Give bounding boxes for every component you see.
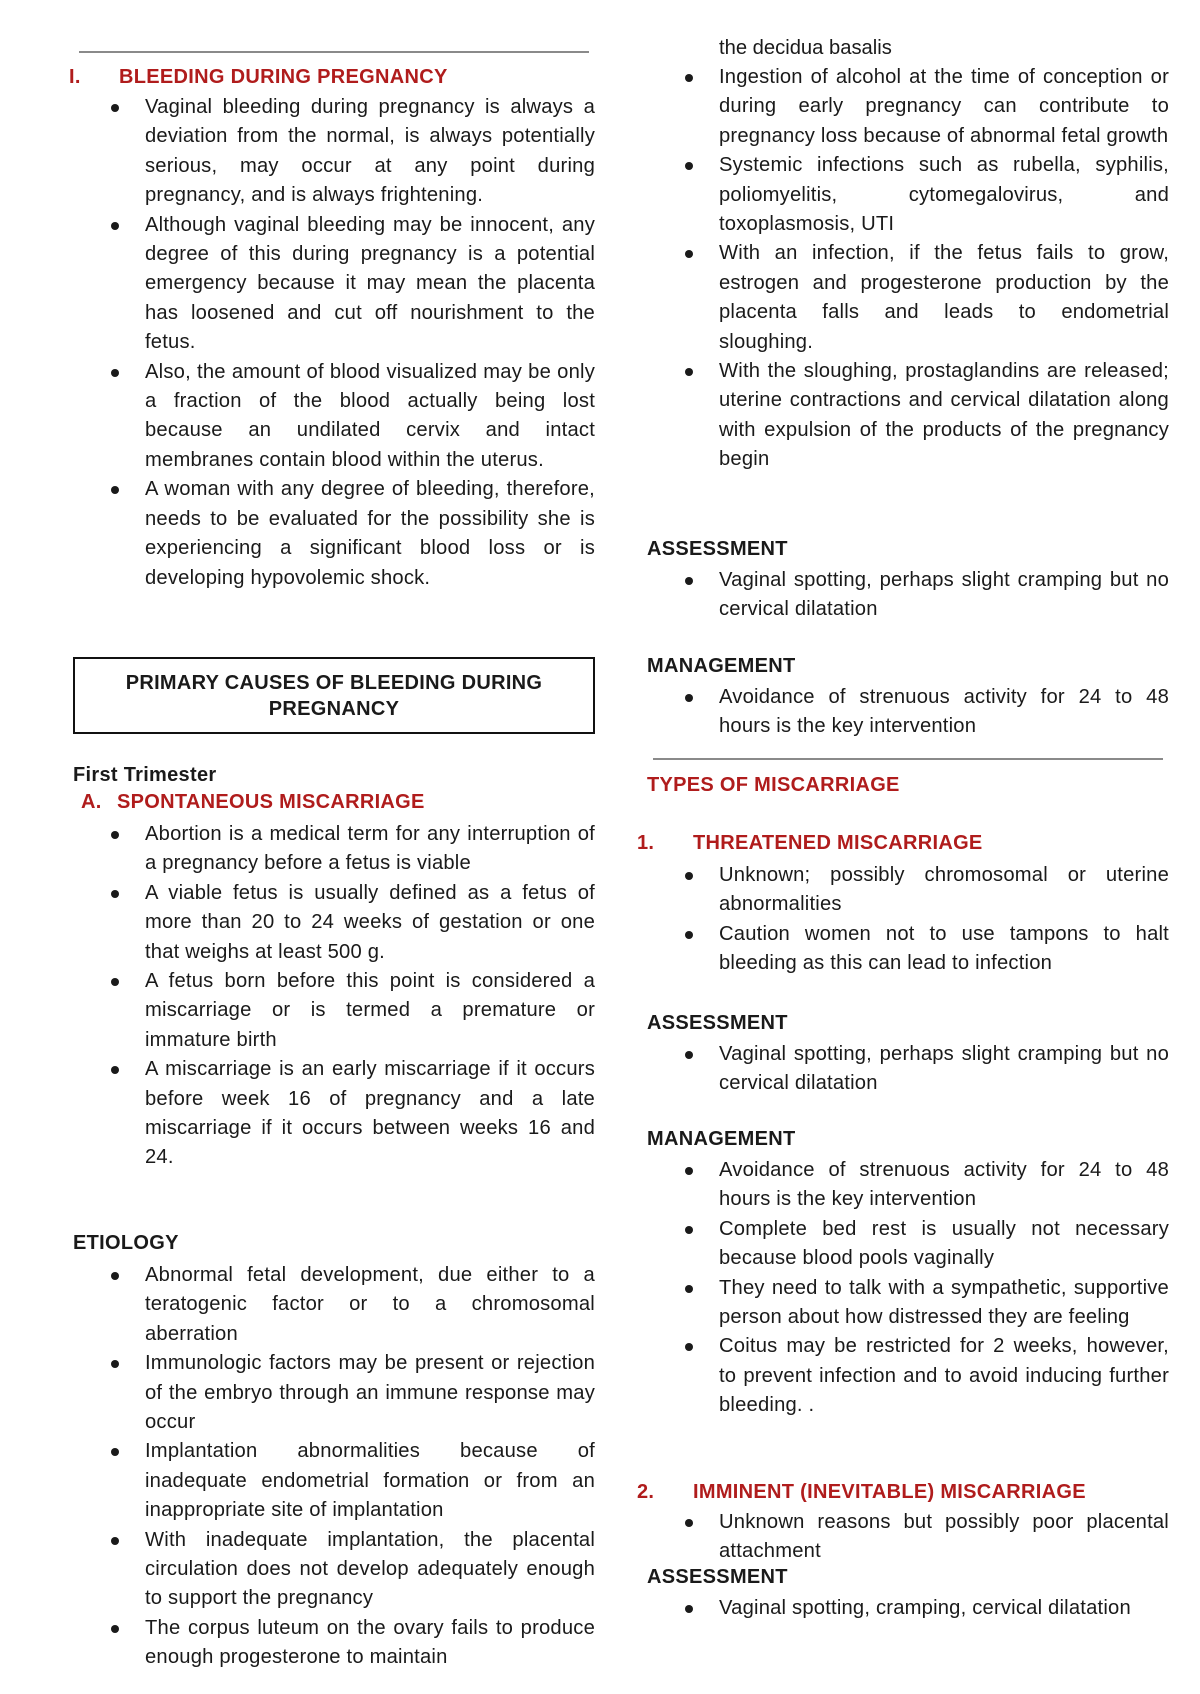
bullet-item: A fetus born before this point is considered a miscarriage or is termed a premature or immature birth (73, 967, 595, 1055)
subsection-heading-spontaneous (81, 791, 425, 814)
management-heading: MANAGEMENT (647, 655, 796, 677)
bullet-item: Although vaginal bleeding may be innocent, any degree of this during pregnancy is a potential emergency because it may mean the placenta has loosened and cut off nourishment to the fetus. (73, 211, 595, 358)
etiology-bullet-list (73, 1261, 595, 1673)
primary-causes-box (73, 657, 595, 734)
bullet-item: Vaginal spotting, cramping, cervical dilatation (647, 1594, 1169, 1623)
threatened-assessment-heading: ASSESSMENT (647, 1012, 788, 1034)
middle-divider (653, 758, 1163, 760)
bullet-item: Avoidance of strenuous activity for 24 to 48 hours is the key intervention (647, 683, 1169, 742)
imminent-assessment-heading: ASSESSMENT (647, 1566, 788, 1588)
bullet-item: A viable fetus is usually defined as a fetus of more than 20 to 24 weeks of gestation or one that weighs at least 500 g. (73, 879, 595, 967)
bullet-item: Avoidance of strenuous activity for 24 to 48 hours is the key intervention (647, 1156, 1169, 1215)
section-title: BLEEDING DURING PREGNANCY (119, 66, 448, 88)
assessment-heading: ASSESSMENT (647, 538, 788, 560)
bullet-item: A miscarriage is an early miscarriage if it occurs before week 16 of pregnancy and a late miscarriage if it occurs between weeks 16 and 24. (73, 1055, 595, 1173)
bullet-item: Abortion is a medical term for any interruption of a pregnancy before a fetus is viable (73, 820, 595, 879)
intro-bullet-list (73, 93, 595, 593)
bullet-item: Also, the amount of blood visualized may be only a fraction of the blood actually being lost because an undilated cervix and intact membranes contain blood within the uterus. (73, 358, 595, 476)
bullet-item: A woman with any degree of bleeding, therefore, needs to be evaluated for the possibility she is experiencing a significant blood loss or is developing hypovolemic shock. (73, 475, 595, 593)
threatened-management-heading: MANAGEMENT (647, 1128, 796, 1150)
subsection-letter: A. (81, 791, 102, 813)
types-heading: TYPES OF MISCARRIAGE (647, 774, 900, 796)
bullet-item: Ingestion of alcohol at the time of conception or during early pregnancy can contribute to pregnancy loss because of abnormal fetal growth (647, 63, 1169, 151)
threatened-management-bullet-list (647, 1156, 1169, 1421)
threatened-title: THREATENED MISCARRIAGE (693, 832, 983, 854)
threatened-assessment-bullet-list (647, 1040, 1169, 1099)
threatened-heading (637, 832, 983, 855)
imminent-number: 2. (637, 1481, 655, 1503)
etiology-heading: ETIOLOGY (73, 1232, 179, 1254)
bullet-item: Vaginal spotting, perhaps slight cramping but no cervical dilatation (647, 1040, 1169, 1099)
bullet-item: Abnormal fetal development, due either to a teratogenic factor or to a chromosomal aberration (73, 1261, 595, 1349)
bullet-item: Coitus may be restricted for 2 weeks, however, to prevent infection and to avoid inducing further bleeding. . (647, 1332, 1169, 1420)
bullet-item: Caution women not to use tampons to halt bleeding as this can lead to infection (647, 920, 1169, 979)
primary-causes-title: PRIMARY CAUSES OF BLEEDING DURING PREGNANCY (125, 671, 543, 720)
bullet-item: The corpus luteum on the ovary fails to produce enough progesterone to maintain (73, 1614, 595, 1673)
bullet-item: Immunologic factors may be present or rejection of the embryo through an immune response may occur (73, 1349, 595, 1437)
bullet-item: Unknown reasons but possibly poor placental attachment (647, 1508, 1169, 1567)
bullet-item: Unknown; possibly chromosomal or uterine abnormalities (647, 861, 1169, 920)
imminent-assessment-bullet-list (647, 1594, 1169, 1623)
bullet-item: With inadequate implantation, the placental circulation does not develop adequately enough to support the pregnancy (73, 1526, 595, 1614)
imminent-heading (637, 1481, 1086, 1504)
imminent-bullet-list (647, 1508, 1169, 1567)
section-heading-bleeding (69, 66, 448, 89)
bullet-item: Implantation abnormalities because of inadequate endometrial formation or from an inappropriate site of implantation (73, 1437, 595, 1525)
miscarriage-bullet-list (73, 820, 595, 1173)
imminent-title: IMMINENT (INEVITABLE) MISCARRIAGE (693, 1481, 1086, 1503)
bullet-item: Vaginal bleeding during pregnancy is always a deviation from the normal, is always potentially serious, may occur at any point during pregnancy, and is always frightening. (73, 93, 595, 211)
bullet-item: They need to talk with a sympathetic, supportive person about how distressed they are feeling (647, 1274, 1169, 1333)
bullet-item: With the sloughing, prostaglandins are released; uterine contractions and cervical dilatation along with expulsion of the products of the pregnancy begin (647, 357, 1169, 475)
continued-text: the decidua basalis (719, 37, 892, 59)
section-number: I. (69, 66, 81, 88)
assessment-bullet-list (647, 566, 1169, 625)
threatened-number: 1. (637, 832, 655, 854)
bullet-item: Complete bed rest is usually not necessary because blood pools vaginally (647, 1215, 1169, 1274)
management-bullet-list (647, 683, 1169, 742)
threatened-bullet-list (647, 861, 1169, 979)
trimester-heading: First Trimester (73, 764, 217, 786)
subsection-title: SPONTANEOUS MISCARRIAGE (117, 791, 425, 813)
bullet-item: Vaginal spotting, perhaps slight cramping but no cervical dilatation (647, 566, 1169, 625)
bullet-item: With an infection, if the fetus fails to grow, estrogen and progesterone production by the placenta falls and leads to endometrial sloughing. (647, 239, 1169, 357)
bullet-item: Systemic infections such as rubella, syphilis, poliomyelitis, cytomegalovirus, and toxoplasmosis, UTI (647, 151, 1169, 239)
top-divider (79, 51, 589, 53)
etiology-continued-bullet-list (647, 63, 1169, 475)
